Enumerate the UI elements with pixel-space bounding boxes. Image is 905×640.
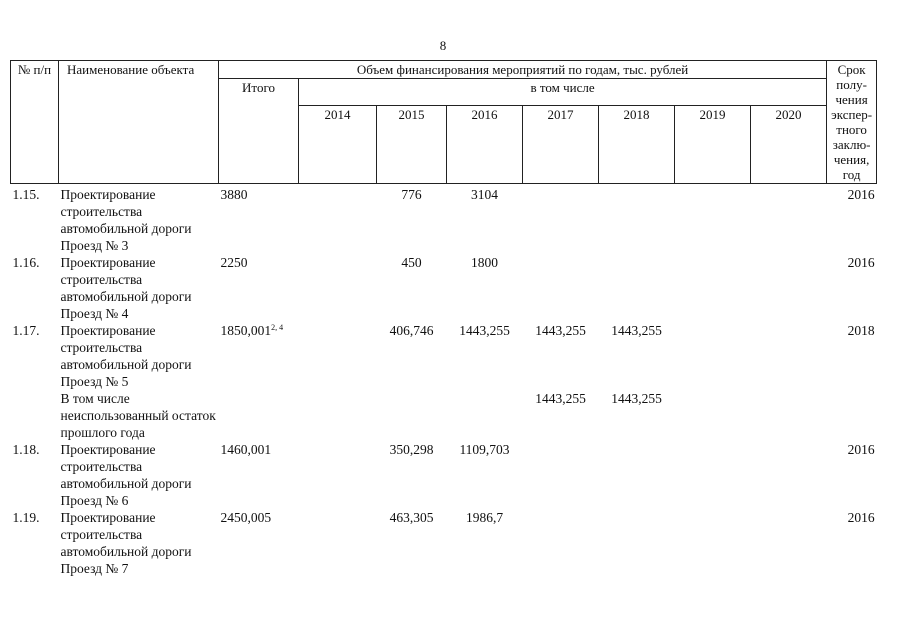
total-cell (219, 322, 299, 390)
total-cell (219, 509, 299, 577)
year-value-2020 (751, 441, 827, 509)
year-value-2015: 463,305 (389, 510, 434, 525)
header-year-2020: 2020 (751, 106, 827, 184)
year-value-2014 (299, 254, 377, 322)
year-value-2020 (751, 390, 827, 441)
year-value-2015: 450 (401, 255, 422, 270)
header-year-2016: 2016 (447, 106, 523, 184)
year-value-2018 (599, 184, 675, 255)
object-name: Проектирование строительства автомобильной дороги Проезд № 5 (60, 323, 192, 389)
header-term: Срок полу-чения экспер-тного заклю-чения, год (827, 61, 877, 184)
total-value: 2250 (220, 255, 248, 270)
table-row (11, 509, 877, 577)
year-value-2016: 3104 (471, 187, 498, 202)
table-row (11, 390, 877, 441)
table-body (11, 184, 877, 578)
year-value-2014 (299, 184, 377, 255)
year-value-2017 (523, 184, 599, 255)
year-value-2019 (675, 509, 751, 577)
row-number: 1.17. (12, 323, 40, 338)
year-value-2014 (299, 509, 377, 577)
year-value-2014 (299, 441, 377, 509)
object-name: Проектирование строительства автомобильной дороги Проезд № 6 (60, 442, 192, 508)
year-value-2016: 1800 (471, 255, 498, 270)
table-row (11, 441, 877, 509)
total-value: 2450,005 (220, 510, 272, 525)
year-value-2018 (599, 254, 675, 322)
object-name: Проектирование строительства автомобильной дороги Проезд № 7 (60, 510, 192, 576)
total-cell (219, 254, 299, 322)
year-value-2015: 776 (401, 187, 422, 202)
year-value-2018 (599, 509, 675, 577)
year-value-2020 (751, 184, 827, 255)
year-value-2019 (675, 390, 751, 441)
term-year: 2016 (847, 187, 875, 202)
year-value-2014 (299, 390, 377, 441)
year-value-2017: 1443,255 (535, 323, 586, 338)
table-header (11, 61, 877, 184)
header-year-2019: 2019 (675, 106, 751, 184)
year-value-2017 (523, 509, 599, 577)
table-row (11, 322, 877, 390)
year-value-2018 (599, 441, 675, 509)
year-value-2016: 1443,255 (459, 323, 510, 338)
object-name: В том числе неиспользованный остаток прошлого года (60, 391, 216, 440)
term-year: 2016 (847, 510, 875, 525)
year-value-2018: 1443,255 (611, 391, 662, 406)
year-value-2016: 1986,7 (465, 510, 504, 525)
year-value-2017 (523, 441, 599, 509)
year-value-2019 (675, 254, 751, 322)
header-year-2014: 2014 (299, 106, 377, 184)
year-value-2016 (447, 390, 523, 441)
term-year: 2016 (847, 255, 875, 270)
total-value: 1460,001 (220, 442, 272, 457)
year-value-2015: 406,746 (389, 323, 434, 338)
footnote-ref: 2, 4 (271, 323, 284, 332)
row-number: 1.16. (12, 255, 40, 270)
year-value-2017: 1443,255 (535, 391, 586, 406)
row-number (11, 390, 59, 441)
year-value-2020 (751, 254, 827, 322)
page-number: 8 (439, 38, 447, 53)
table-row (11, 184, 877, 255)
header-year-2017: 2017 (523, 106, 599, 184)
object-name: Проектирование строительства автомобильной дороги Проезд № 3 (60, 187, 192, 253)
total-value: 3880 (220, 187, 248, 202)
year-value-2018: 1443,255 (611, 323, 662, 338)
total-cell (219, 390, 299, 441)
year-value-2016: 1109,703 (459, 442, 510, 457)
header-num: № п/п (11, 61, 59, 184)
object-name: Проектирование строительства автомобильной дороги Проезд № 4 (60, 255, 192, 321)
header-including: в том числе (299, 79, 827, 106)
year-value-2015 (377, 390, 447, 441)
table-row (11, 254, 877, 322)
term-year: 2018 (847, 323, 875, 338)
year-value-2020 (751, 322, 827, 390)
year-value-2019 (675, 184, 751, 255)
header-total: Итого (219, 79, 299, 184)
term-year (827, 390, 877, 441)
year-value-2020 (751, 509, 827, 577)
row-number: 1.15. (12, 187, 40, 202)
year-value-2017 (523, 254, 599, 322)
total-cell (219, 441, 299, 509)
header-year-2015: 2015 (377, 106, 447, 184)
year-value-2019 (675, 441, 751, 509)
total-cell (219, 184, 299, 255)
header-name: Наименование объекта (59, 61, 219, 184)
term-year: 2016 (847, 442, 875, 457)
row-number: 1.19. (12, 510, 40, 525)
year-value-2015: 350,298 (389, 442, 434, 457)
header-financing: Объем финансирования мероприятий по годам, тыс. рублей (219, 61, 827, 79)
header-year-2018: 2018 (599, 106, 675, 184)
year-value-2014 (299, 322, 377, 390)
row-number: 1.18. (12, 442, 40, 457)
financing-table (10, 60, 877, 577)
year-value-2019 (675, 322, 751, 390)
total-value: 1850,001 (220, 323, 272, 338)
